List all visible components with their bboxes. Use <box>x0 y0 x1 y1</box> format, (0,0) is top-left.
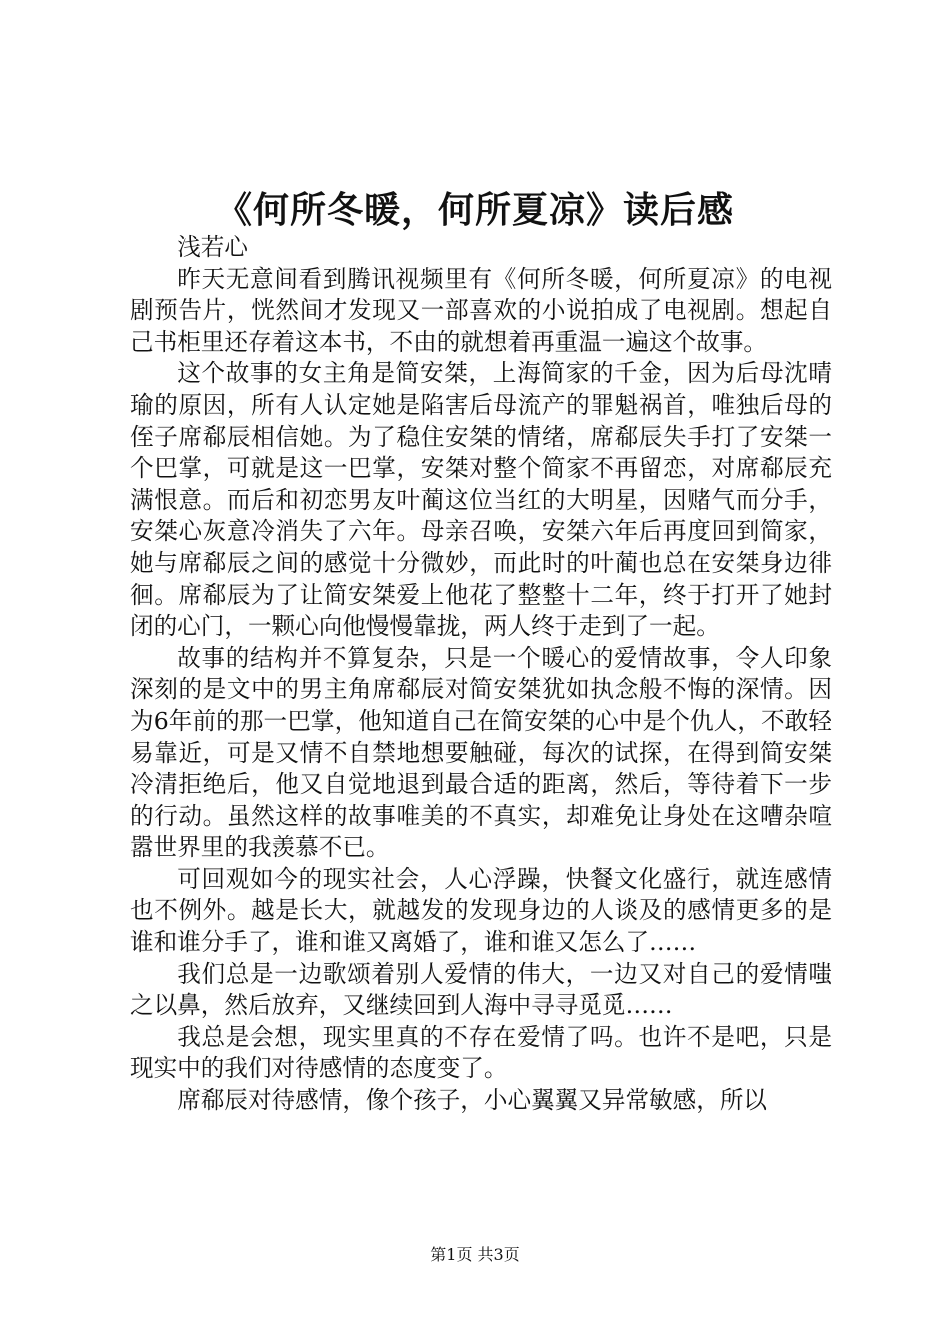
author-line: 浅若心 <box>177 233 248 261</box>
document-body <box>130 232 832 1117</box>
paragraph: 我们总是一边歌颂着别人爱情的伟大，一边又对自己的爱情嗤之以鼻，然后放弃，又继续回到人海中寻寻觅觅…… <box>130 959 832 1020</box>
paragraph: 这个故事的女主角是简安桀，上海简家的千金，因为后母沈晴瑜的原因，所有人认定她是陷害后母流产的罪魁祸首，唯独后母的侄子席郗辰相信她。为了稳住安桀的情绪，席郗辰失手打了安桀一个巴掌，可就是这一巴掌，安桀对整个简家不再留恋，对席郗辰充满恨意。而后和初恋男友叶蔺这位当红的大明星，因赌气而分手，安桀心灰意冷消失了六年。母亲召唤，安桀六年后再度回到简家，她与席郗辰之间的感觉十分微妙，而此时的叶蔺也总在安桀身边徘徊。席郗辰为了让简安桀爱上他花了整整十二年，终于打开了她封闭的心门，一颗心向他慢慢靠拢，两人终于走到了一起。 <box>130 359 832 641</box>
page-footer: 第1页 共3页 <box>430 1245 520 1264</box>
paragraph: 我总是会想，现实里真的不存在爱情了吗。也许不是吧，只是现实中的我们对待感情的态度变了。 <box>130 1022 832 1083</box>
paragraph: 昨天无意间看到腾讯视频里有《何所冬暖，何所夏凉》的电视剧预告片，恍然间才发现又一部喜欢的小说拍成了电视剧。想起自己书柜里还存着这本书，不由的就想着再重温一遍这个故事。 <box>130 264 832 356</box>
document-title: 《何所冬暖，何所夏凉》读后感 <box>215 189 734 231</box>
paragraph: 席郗辰对待感情，像个孩子，小心翼翼又异常敏感，所以 <box>177 1086 768 1115</box>
paragraph: 故事的结构并不算复杂，只是一个暖心的爱情故事，令人印象深刻的是文中的男主角席郗辰对简安桀犹如执念般不悔的深情。因为6年前的那一巴掌，他知道自己在简安桀的心中是个仇人，不敢轻易靠近，可是又情不自禁地想要触碰，每次的试探，在得到简安桀冷清拒绝后，他又自觉地退到最合适的距离，然后，等待着下一步的行动。虽然这样的故事唯美的不真实，却难免让身处在这嘈杂喧嚣世界里的我羡慕不已。 <box>130 643 832 862</box>
paragraph: 可回观如今的现实社会，人心浮躁，快餐文化盛行，就连感情也不例外。越是长大，就越发的发现身边的人谈及的感情更多的是谁和谁分手了，谁和谁又离婚了，谁和谁又怎么了…… <box>130 864 832 957</box>
